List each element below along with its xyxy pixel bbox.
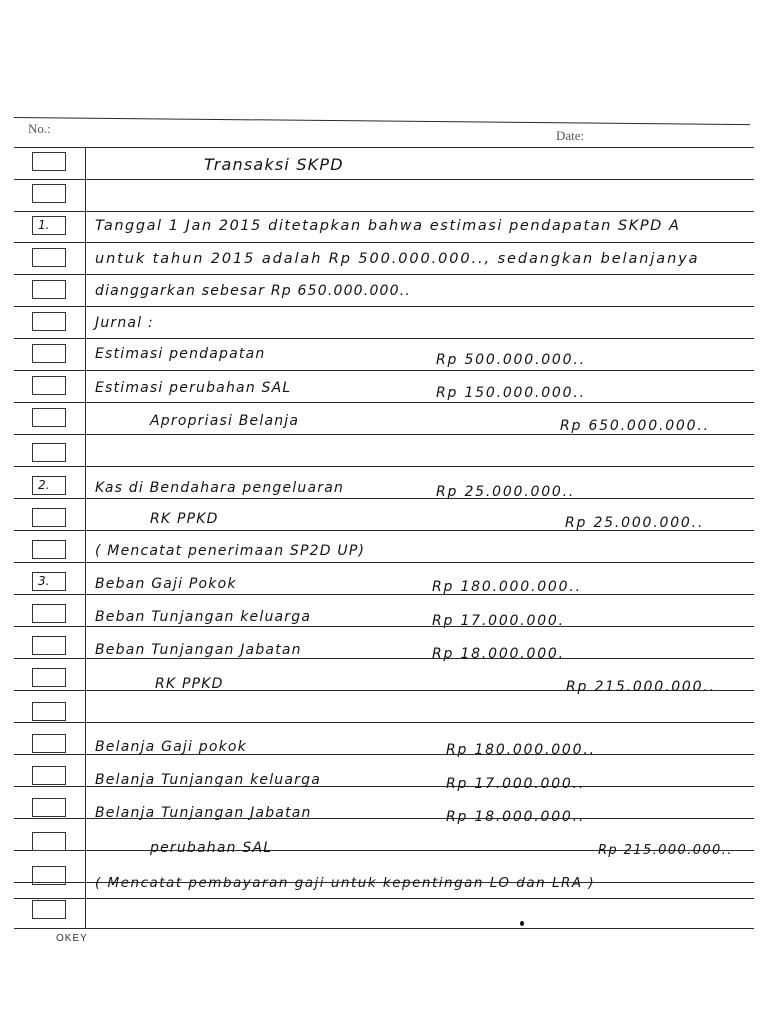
ruled-line xyxy=(14,370,754,371)
journal-row-label: Beban Gaji Pokok xyxy=(95,576,237,592)
margin-box xyxy=(32,376,66,395)
journal-debit-amount: Rp 18.000.000.. xyxy=(446,809,586,825)
date-label: Date: xyxy=(556,128,585,143)
ruled-line xyxy=(14,658,754,659)
margin-box xyxy=(32,668,66,687)
ruled-line xyxy=(14,594,754,595)
ruled-line xyxy=(14,338,754,339)
journal-row-label: perubahan SAL xyxy=(150,840,273,856)
top-rule xyxy=(14,117,750,125)
margin-box-numbered: 1. xyxy=(32,216,66,235)
margin-box xyxy=(32,508,66,527)
ruled-line xyxy=(14,402,754,403)
journal-note: ( Mencatat penerimaan SP2D UP) xyxy=(95,543,366,559)
ruled-line xyxy=(14,211,754,212)
journal-row-label: Estimasi perubahan SAL xyxy=(95,380,292,396)
ruled-line xyxy=(14,306,754,307)
margin-box xyxy=(32,184,66,203)
margin-box xyxy=(32,248,66,267)
ruled-line xyxy=(14,466,754,467)
margin-box xyxy=(32,900,66,919)
journal-row-label: RK PPKD xyxy=(155,676,224,692)
ruled-line xyxy=(14,242,754,243)
entry-1-line-1: Tanggal 1 Jan 2015 ditetapkan bahwa estimasi pendapatan SKPD A xyxy=(95,218,681,234)
journal-debit-amount: Rp 180.000.000.. xyxy=(446,742,596,758)
margin-box xyxy=(32,866,66,885)
ruled-line xyxy=(14,626,754,627)
entry-1-line-3: dianggarkan sebesar Rp 650.000.000.. xyxy=(95,283,412,299)
journal-credit-amount: Rp 215.000.000.. xyxy=(566,679,716,695)
margin-box xyxy=(32,798,66,817)
margin-box xyxy=(32,408,66,427)
margin-line xyxy=(85,147,86,928)
journal-credit-amount: Rp 25.000.000.. xyxy=(565,515,705,531)
journal-row-label: Estimasi pendapatan xyxy=(95,346,266,362)
journal-row-label: Beban Tunjangan keluarga xyxy=(95,609,312,625)
margin-box xyxy=(32,604,66,623)
margin-box xyxy=(32,344,66,363)
journal-debit-amount: Rp 500.000.000.. xyxy=(436,352,586,368)
journal-debit-amount: Rp 17.000.000.. xyxy=(446,776,586,792)
ruled-line xyxy=(14,498,754,499)
margin-box xyxy=(32,443,66,462)
journal-row-label: Belanja Tunjangan keluarga xyxy=(95,772,321,788)
ruled-line xyxy=(14,274,754,275)
ink-dot xyxy=(520,921,524,926)
journal-row-label: Apropriasi Belanja xyxy=(150,413,300,429)
entry-1-line-2: untuk tahun 2015 adalah Rp 500.000.000.., sedangkan belanjanya xyxy=(95,251,700,267)
journal-row-label: RK PPKD xyxy=(150,511,219,527)
journal-debit-amount: Rp 25.000.000.. xyxy=(436,484,576,500)
journal-row-label: Belanja Gaji pokok xyxy=(95,739,247,755)
journal-credit-amount: Rp 650.000.000.. xyxy=(560,418,710,434)
journal-credit-amount: Rp 215.000.000.. xyxy=(598,843,733,858)
journal-label: Jurnal : xyxy=(95,315,154,331)
notebook-brand-logo: OKEY xyxy=(56,933,88,944)
page-title: Transaksi SKPD xyxy=(204,155,344,174)
margin-box xyxy=(32,280,66,299)
journal-row-label: Belanja Tunjangan Jabatan xyxy=(95,805,312,821)
margin-box xyxy=(32,540,66,559)
margin-box xyxy=(32,152,66,171)
ruled-line xyxy=(14,562,754,563)
margin-box xyxy=(32,636,66,655)
journal-debit-amount: Rp 17.000.000. xyxy=(432,613,565,629)
ruled-line xyxy=(14,179,754,180)
journal-row-label: Kas di Bendahara pengeluaran xyxy=(95,480,345,496)
bottom-rule xyxy=(14,928,754,929)
journal-row-label: Beban Tunjangan Jabatan xyxy=(95,642,302,658)
margin-box xyxy=(32,832,66,851)
margin-box xyxy=(32,734,66,753)
journal-debit-amount: Rp 180.000.000.. xyxy=(432,579,582,595)
ruled-line xyxy=(14,147,754,148)
margin-box-numbered: 2. xyxy=(32,476,66,495)
margin-box xyxy=(32,702,66,721)
journal-debit-amount: Rp 150.000.000.. xyxy=(436,385,586,401)
ruled-line xyxy=(14,898,754,899)
journal-debit-amount: Rp 18.000.000. xyxy=(432,646,565,662)
no-label: No.: xyxy=(28,121,51,136)
margin-box xyxy=(32,312,66,331)
ruled-line xyxy=(14,722,754,723)
journal-note: ( Mencatat pembayaran gaji untuk kepentingan LO dan LRA ) xyxy=(95,875,596,891)
margin-box-numbered: 3. xyxy=(32,572,66,591)
ruled-line xyxy=(14,434,754,435)
margin-box xyxy=(32,766,66,785)
